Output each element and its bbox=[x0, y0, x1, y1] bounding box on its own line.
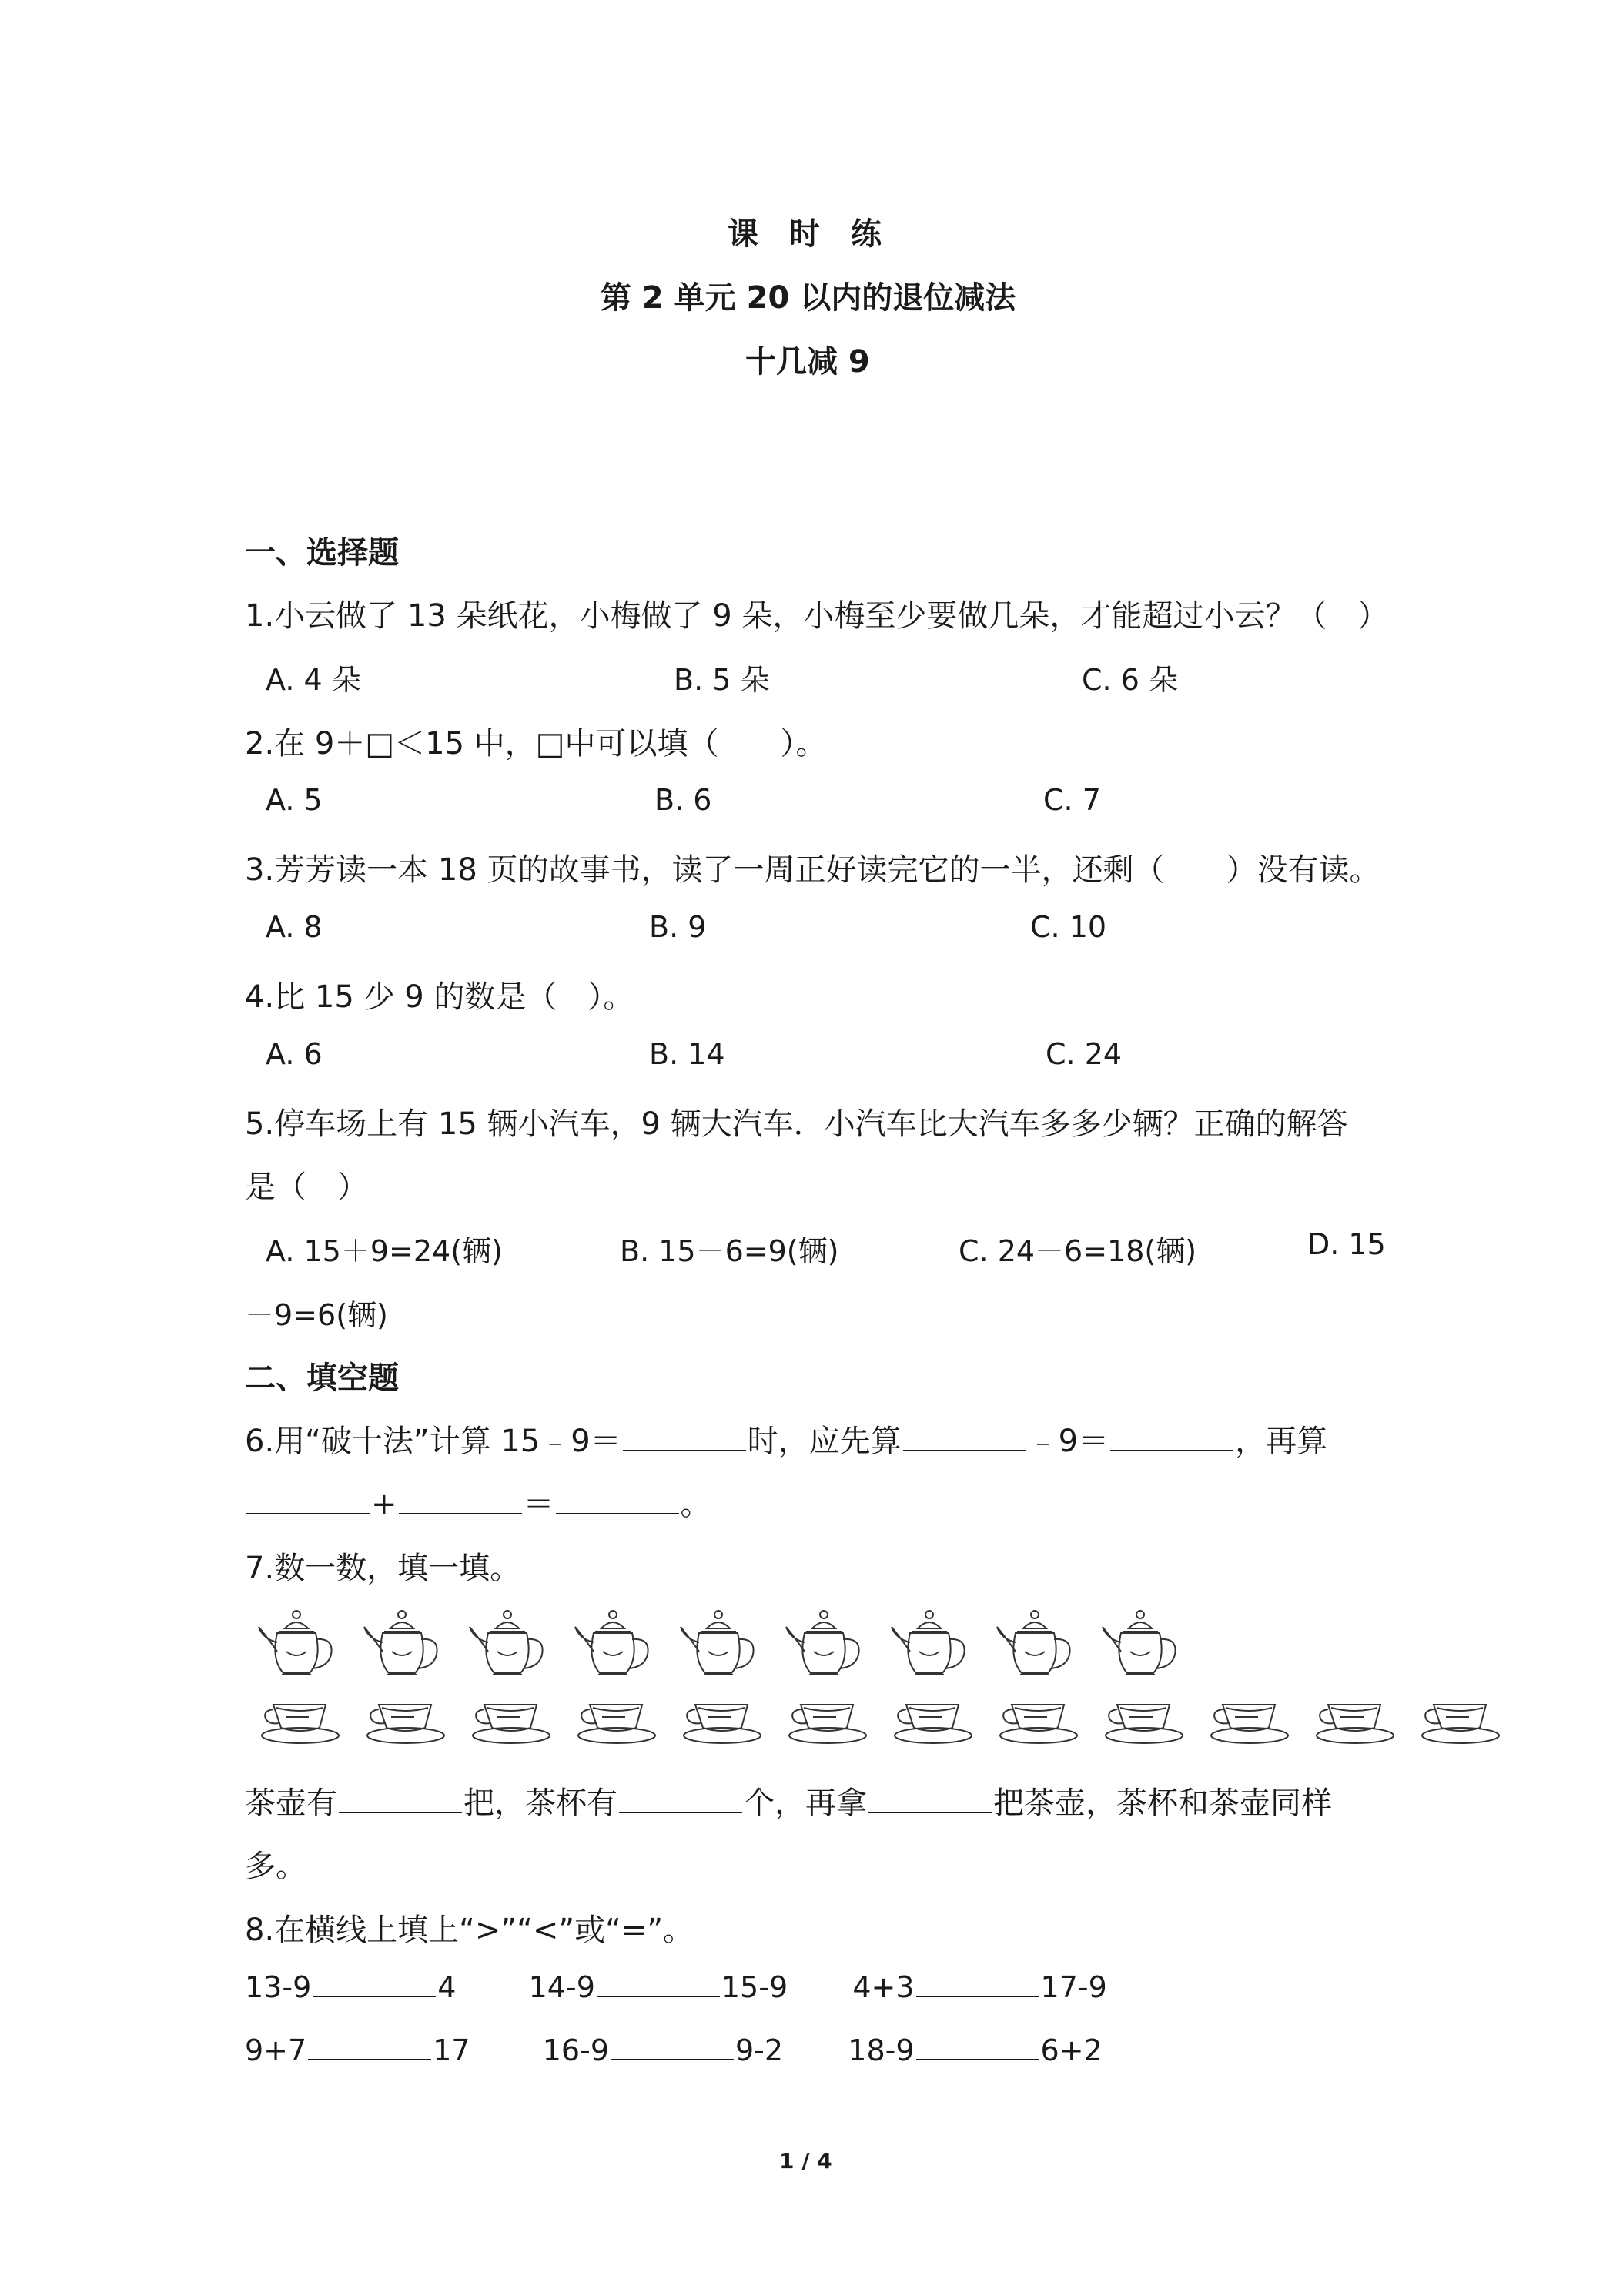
q1-option-b: B. 5 朵 bbox=[674, 663, 770, 697]
q8-r1-c1-right: 4 bbox=[437, 1970, 457, 2004]
q8-r2-c3-right: 6+2 bbox=[1040, 2033, 1103, 2067]
teacup-icon bbox=[1207, 1694, 1292, 1751]
q1-option-c: C. 6 朵 bbox=[1082, 663, 1178, 697]
question-6-line2 bbox=[245, 1480, 711, 1524]
q6-text-7: 。 bbox=[680, 1487, 711, 1522]
q8-r2-c2-right: 9-2 bbox=[735, 2033, 784, 2067]
teacup-icon bbox=[1418, 1694, 1503, 1751]
q8-r1-c2-right: 15-9 bbox=[721, 1970, 788, 2004]
q6-blank-2[interactable] bbox=[903, 1424, 1026, 1451]
q8-row-1 bbox=[245, 1970, 1107, 2004]
q2-option-c: C. 7 bbox=[1043, 783, 1101, 817]
teacup-icon bbox=[1313, 1694, 1397, 1751]
question-7: 7.数一数，填一填。 bbox=[245, 1551, 521, 1586]
teacup-icon bbox=[785, 1694, 870, 1751]
teapot-icon bbox=[571, 1605, 655, 1689]
teacup-icon bbox=[680, 1694, 765, 1751]
q8-r2-c3-blank[interactable] bbox=[916, 2033, 1039, 2060]
unit-title: 第 2 单元 20 以内的退位减法 bbox=[601, 280, 1016, 316]
q7-text-4: 把茶壶，茶杯和茶壶同样 bbox=[993, 1786, 1332, 1821]
q8-r1-c3-left: 4+3 bbox=[852, 1970, 915, 2004]
question-7-line1 bbox=[245, 1779, 1332, 1822]
q5-option-b: B. 15－6=9(辆) bbox=[620, 1234, 839, 1268]
q6-text-1: 6.用“破十法”计算 15﹣9＝ bbox=[245, 1424, 621, 1459]
section-heading-choice: 一、选择题 bbox=[245, 535, 399, 571]
question-1: 1.小云做了 13 朵纸花，小梅做了 9 朵，小梅至少要做几朵，才能超过小云？（ ） bbox=[245, 598, 1389, 634]
question-6-line1 bbox=[245, 1417, 1327, 1461]
teapot-icon bbox=[992, 1605, 1077, 1689]
q3-option-c: C. 10 bbox=[1030, 910, 1107, 944]
q5-option-a: A. 15＋9=24(辆) bbox=[266, 1234, 503, 1268]
q6-blank-3[interactable] bbox=[1110, 1424, 1233, 1451]
q8-r1-c1-blank[interactable] bbox=[313, 1970, 436, 1997]
teacup-icon bbox=[363, 1694, 448, 1751]
question-7-line2: 多。 bbox=[245, 1849, 306, 1884]
teacup-icon bbox=[1102, 1694, 1186, 1751]
question-2: 2.在 9＋□＜15 中，□中可以填（ ）。 bbox=[245, 726, 827, 761]
worksheet-title: 课 时 练 bbox=[728, 216, 882, 252]
q8-r1-c2-blank[interactable] bbox=[597, 1970, 720, 1997]
q5-option-d: D. 15 bbox=[1307, 1227, 1386, 1261]
question-4: 4.比 15 少 9 的数是（ ）。 bbox=[245, 979, 634, 1015]
question-5-line2: 是（ ） bbox=[245, 1170, 368, 1205]
question-3: 3.芳芳读一本 18 页的故事书，读了一周正好读完它的一半，还剩（ ）没有读。 bbox=[245, 852, 1380, 888]
q8-r1-c1-left: 13-9 bbox=[245, 1970, 312, 2004]
q6-blank-4[interactable] bbox=[246, 1487, 370, 1514]
q7-text-3: 个，再拿 bbox=[744, 1786, 867, 1821]
teapot-icon bbox=[254, 1605, 339, 1689]
q8-row-2 bbox=[245, 2033, 1103, 2067]
q8-r2-c1-right: 17 bbox=[433, 2033, 470, 2067]
q8-r1-c2-left: 14-9 bbox=[528, 1970, 595, 2004]
question-8: 8.在横线上填上“>”“<”或“=”。 bbox=[245, 1913, 694, 1948]
section-heading-fill: 二、填空题 bbox=[245, 1361, 399, 1396]
q3-option-a: A. 8 bbox=[266, 910, 323, 944]
q5-option-d-wrap: －9=6(辆) bbox=[245, 1298, 388, 1332]
q7-text-1: 茶壶有 bbox=[245, 1786, 337, 1821]
q6-text-4: ，再算 bbox=[1235, 1424, 1328, 1459]
q4-option-b: B. 14 bbox=[649, 1037, 725, 1071]
lesson-title: 十几减 9 bbox=[745, 344, 870, 380]
q6-text-6: ＝ bbox=[523, 1487, 554, 1522]
q8-r2-c1-left: 9+7 bbox=[245, 2033, 307, 2067]
q6-text-2: 时，应先算 bbox=[747, 1424, 902, 1459]
teapot-icon bbox=[465, 1605, 550, 1689]
q7-text-2: 把，茶杯有 bbox=[463, 1786, 617, 1821]
q6-blank-6[interactable] bbox=[556, 1487, 679, 1514]
teacup-icon bbox=[258, 1694, 343, 1751]
q6-text-5: + bbox=[371, 1487, 397, 1522]
teacup-icon bbox=[996, 1694, 1081, 1751]
q3-option-b: B. 9 bbox=[649, 910, 707, 944]
q8-r1-c3-blank[interactable] bbox=[916, 1970, 1039, 1997]
teacup-icon bbox=[574, 1694, 659, 1751]
q2-option-b: B. 6 bbox=[654, 783, 712, 817]
q8-r2-c3-left: 18-9 bbox=[848, 2033, 915, 2067]
q8-r2-c2-blank[interactable] bbox=[611, 2033, 734, 2060]
q7-blank-teapots[interactable] bbox=[339, 1786, 462, 1813]
page-number: 1 / 4 bbox=[779, 2148, 832, 2174]
q7-blank-more[interactable] bbox=[868, 1786, 992, 1813]
teapot-icon bbox=[781, 1605, 866, 1689]
teapot-icon bbox=[676, 1605, 761, 1689]
q6-blank-5[interactable] bbox=[399, 1487, 522, 1514]
q5-option-c: C. 24－6=18(辆) bbox=[959, 1234, 1197, 1268]
q4-option-c: C. 24 bbox=[1046, 1037, 1123, 1071]
q2-option-a: A. 5 bbox=[266, 783, 323, 817]
q7-blank-cups[interactable] bbox=[619, 1786, 742, 1813]
teacup-icon bbox=[469, 1694, 554, 1751]
q6-text-3: ﹣9＝ bbox=[1027, 1424, 1109, 1459]
q8-r2-c1-blank[interactable] bbox=[308, 2033, 431, 2060]
teacup-icon bbox=[891, 1694, 975, 1751]
q6-blank-1[interactable] bbox=[623, 1424, 746, 1451]
question-5-line1: 5.停车场上有 15 辆小汽车，9 辆大汽车．小汽车比大汽车多多少辆？正确的解答 bbox=[245, 1106, 1348, 1142]
q4-option-a: A. 6 bbox=[266, 1037, 323, 1071]
teapot-icon bbox=[1098, 1605, 1183, 1689]
teapot-icon bbox=[360, 1605, 444, 1689]
q1-option-a: A. 4 朵 bbox=[266, 663, 361, 697]
q8-r1-c3-right: 17-9 bbox=[1040, 1970, 1107, 2004]
teapot-icon bbox=[887, 1605, 972, 1689]
q8-r2-c2-left: 16-9 bbox=[542, 2033, 609, 2067]
